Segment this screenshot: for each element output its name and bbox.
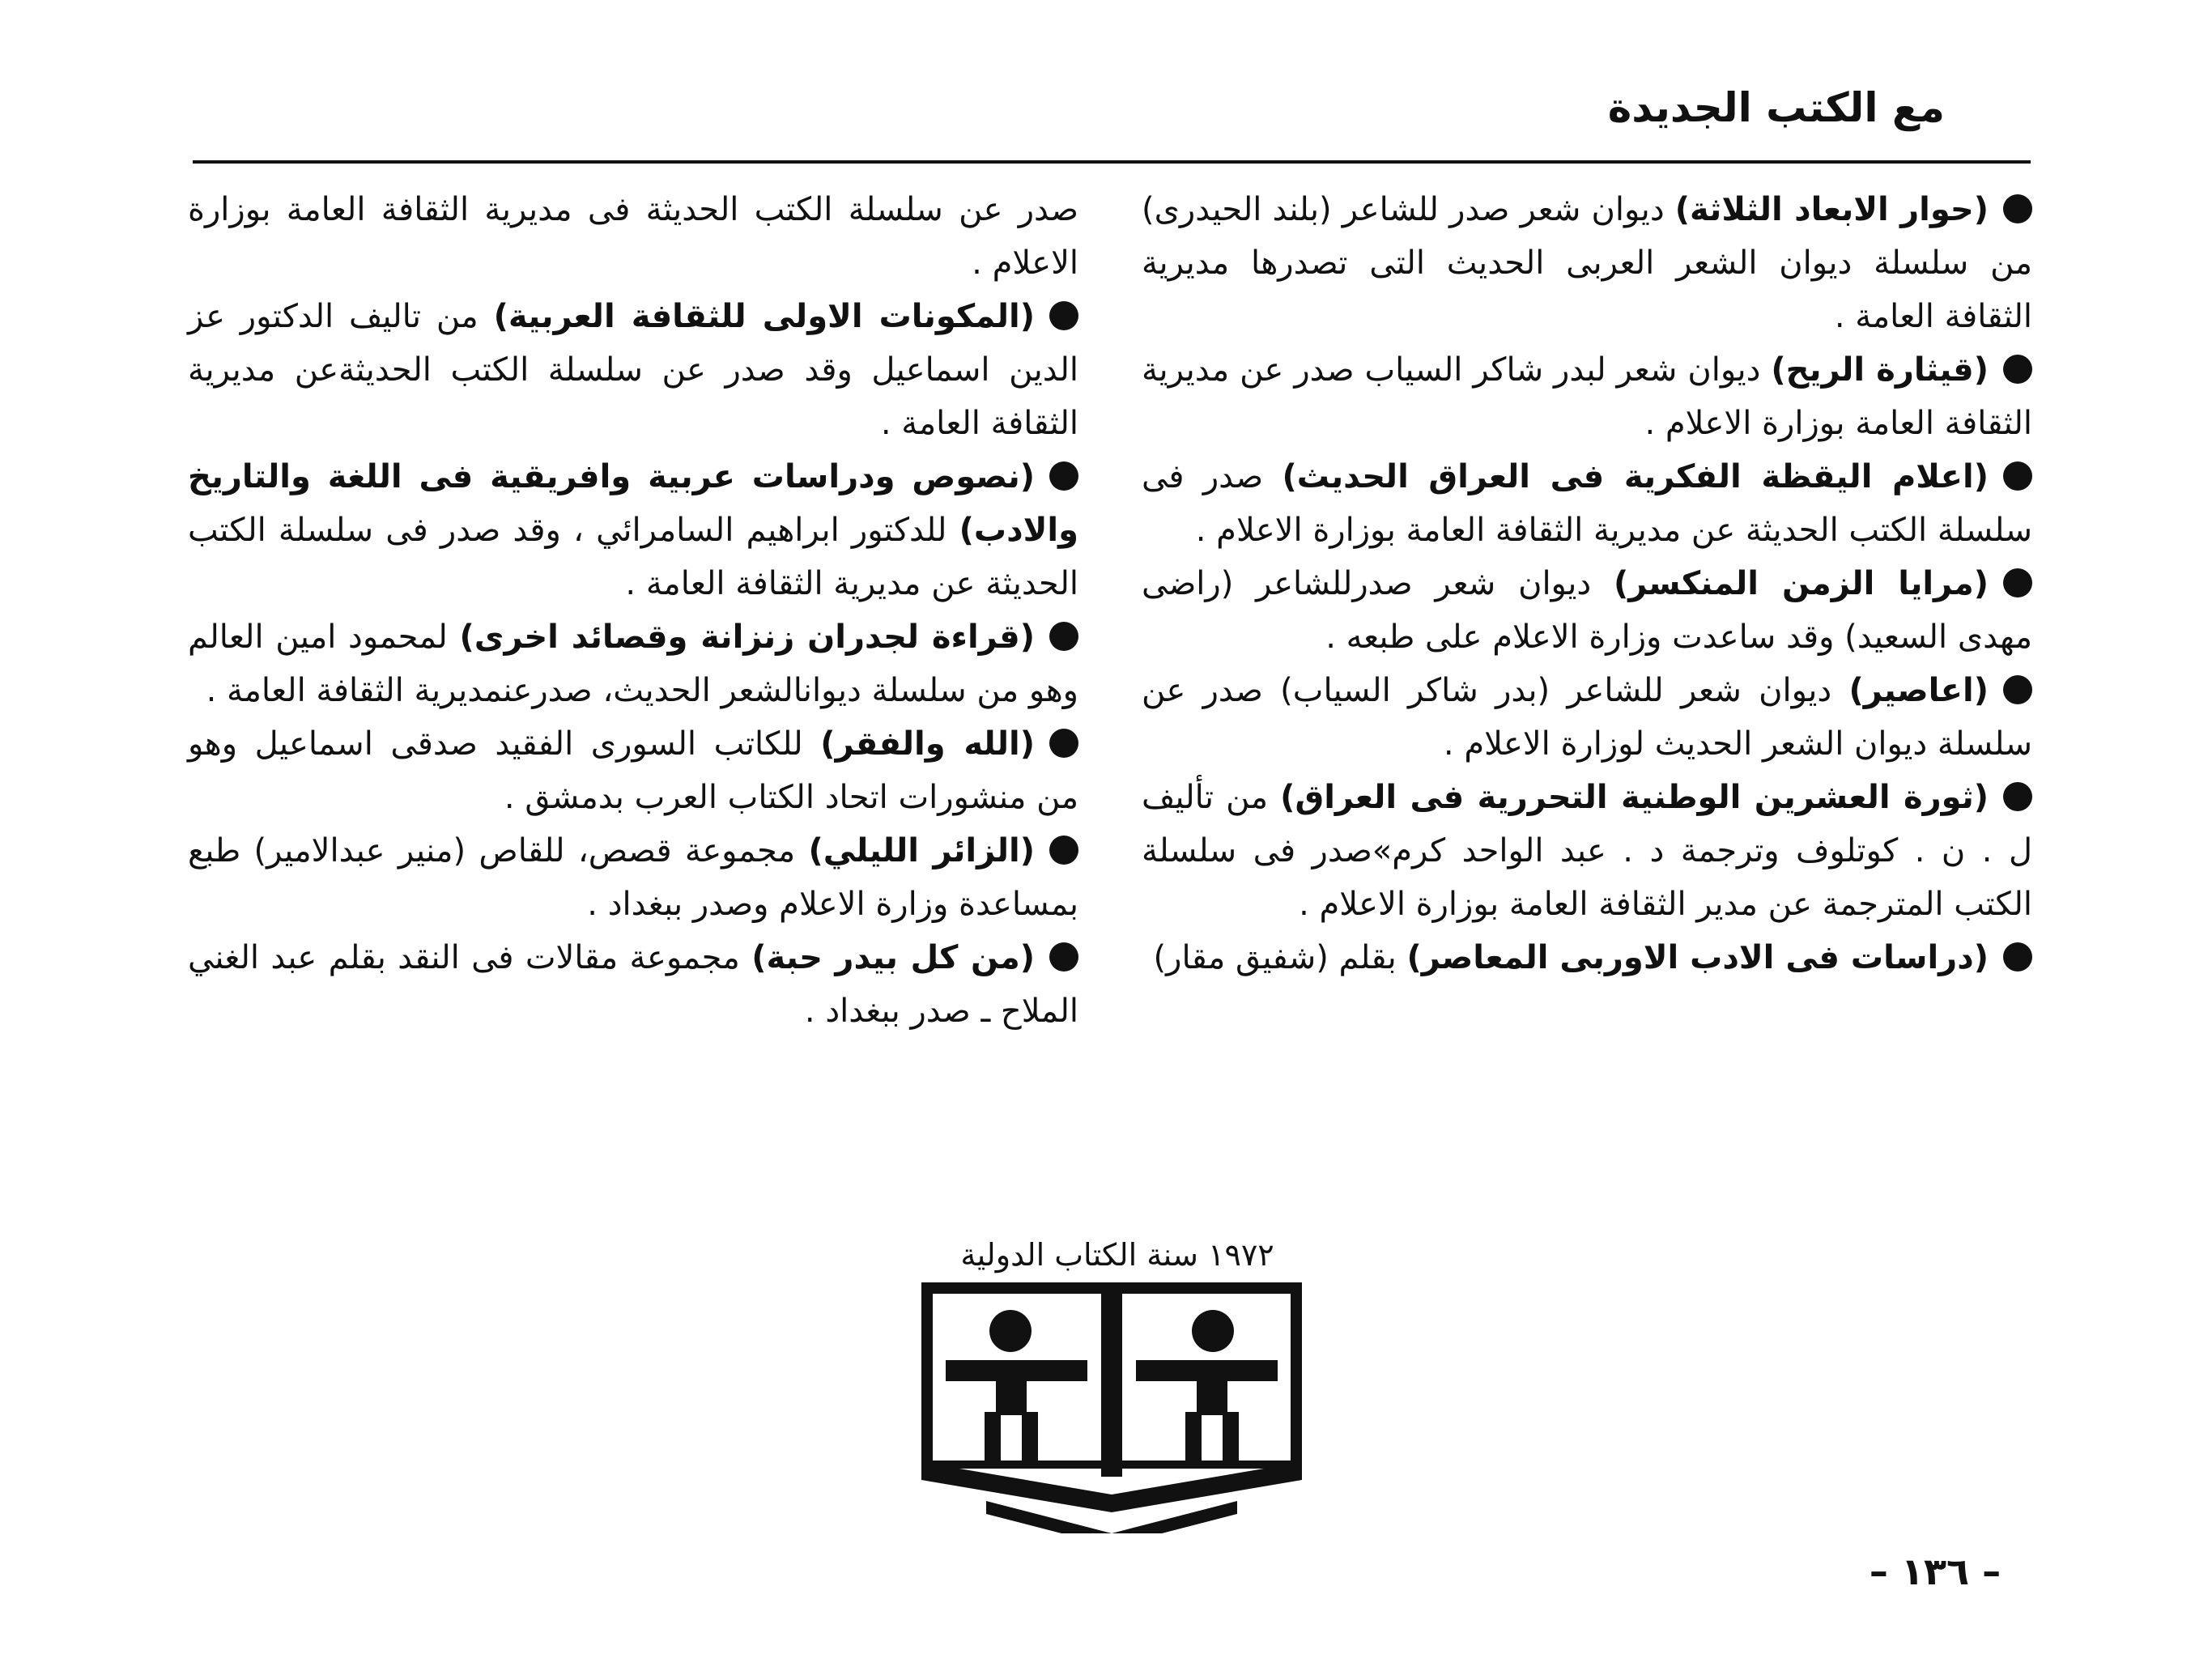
book-title: (من كل بيدر حبة) xyxy=(751,939,1036,976)
left-column xyxy=(188,183,1078,1038)
book-entry xyxy=(188,610,1078,717)
book-entry xyxy=(1142,664,2032,771)
page-title: مع الكتب الجديدة xyxy=(1607,84,1945,131)
book-entry xyxy=(1142,343,2032,450)
book-title: (حوار الابعاد الثلاثة) xyxy=(1674,191,1989,228)
emblem-caption: ١٩٧٢ سنة الكتاب الدولية xyxy=(960,1237,1274,1273)
book-entry xyxy=(1142,183,2032,343)
book-description: من تاليف الدكتور عز الدين اسماعيل وقد صدر عن سلسلة الكتب الحديثةعن مديرية الثقافة العامة . xyxy=(188,298,1078,442)
page-number: – ١٣٦ – xyxy=(1869,1550,2001,1593)
bullet-icon xyxy=(2003,194,2032,223)
book-year-logo-icon xyxy=(921,1282,1302,1533)
bullet-icon xyxy=(1049,836,1078,865)
book-entry xyxy=(1142,450,2032,557)
book-entry xyxy=(188,450,1078,610)
book-description: مجموعة قصص، للقاص (منير عبدالامير) طبع بمساعدة وزارة الاعلام وصدر ببغداد . xyxy=(188,832,1078,923)
book-title: (الله والفقر) xyxy=(820,725,1036,763)
bullet-icon xyxy=(1049,301,1078,330)
bullet-icon xyxy=(2003,942,2032,972)
book-description: صدر فى سلسلة الكتب الحديثة عن مديرية الثقافة العامة بوزارة الاعلام . xyxy=(1142,458,2032,549)
bullet-icon xyxy=(1049,461,1078,491)
book-title: (اعلام اليقظة الفكرية فى العراق الحديث) xyxy=(1282,458,1989,495)
column-intro-text: صدر عن سلسلة الكتب الحديثة فى مديرية الثقافة العامة بوزارة الاعلام . xyxy=(188,191,1078,282)
book-title: (المكونات الاولى للثقافة العربية) xyxy=(493,298,1036,335)
book-title: (دراسات فى الادب الاوربى المعاصر) xyxy=(1406,939,1989,976)
book-entry xyxy=(1142,557,2032,664)
book-entry xyxy=(188,931,1078,1038)
book-entry xyxy=(188,290,1078,450)
book-description: ديوان شعر صدر للشاعر (بلند الحيدرى) من سلسلة ديوان الشعر العربى الحديث التى تصدرها مديرية الثقافة العامة . xyxy=(1142,191,2032,335)
book-description: ديوان شعر لبدر شاكر السياب صدر عن مديرية الثقافة العامة بوزارة الاعلام . xyxy=(1142,351,2032,442)
bullet-icon xyxy=(2003,568,2032,597)
book-title: (الزائر الليلي) xyxy=(808,832,1035,870)
bullet-icon xyxy=(1049,622,1078,651)
book-title: (مرايا الزمن المنكسر) xyxy=(1613,565,1989,602)
bullet-icon xyxy=(2003,355,2032,384)
book-title: (ثورة العشرين الوطنية التحررية فى العراق) xyxy=(1280,779,1989,816)
book-description: للدكتور ابراهيم السامرائي ، وقد صدر فى سلسلة الكتب الحديثة عن مديرية الثقافة العامة . xyxy=(188,512,1078,602)
book-entry xyxy=(1142,771,2032,931)
book-description: من تأليف ل . ن . كوتلوف وترجمة د . عبد الواحد كرم»صدر فى سلسلة الكتب المترجمة عن مدير الثقافة العامة بوزارة الاعلام . xyxy=(1142,779,2032,923)
right-column xyxy=(1142,183,2032,984)
bullet-icon xyxy=(1049,729,1078,758)
bullet-icon xyxy=(2003,461,2032,491)
book-title: (نصوص ودراسات عربية وافريقية فى اللغة والتاريخ والادب) xyxy=(188,458,1078,549)
book-description: ديوان شعر للشاعر (بدر شاكر السياب) صدر عن سلسلة ديوان الشعر الحديث لوزارة الاعلام . xyxy=(1142,672,2032,763)
book-title: (قيثارة الريح) xyxy=(1771,351,1989,389)
book-description: لمحمود امين العالم وهو من سلسلة ديوانالشعر الحديث، صدرعنمديرية الثقافة العامة . xyxy=(188,619,1078,709)
book-description: بقلم (شفيق مقار) xyxy=(1153,939,1407,976)
book-description: للكاتب السورى الفقيد صدقى اسماعيل وهو من منشورات اتحاد الكتاب العرب بدمشق . xyxy=(188,725,1078,816)
book-title: (قراءة لجدران زنزانة وقصائد اخرى) xyxy=(459,619,1036,656)
book-entry xyxy=(188,824,1078,931)
book-description: مجموعة مقالات فى النقد بقلم عبد الغني الملاح ـ صدر ببغداد . xyxy=(188,939,1078,1030)
book-entry xyxy=(1142,931,2032,984)
book-entry xyxy=(188,717,1078,824)
bullet-icon xyxy=(2003,782,2032,811)
header-rule xyxy=(193,160,2031,164)
book-title: (اعاصير) xyxy=(1848,672,1989,709)
bullet-icon xyxy=(1049,942,1078,972)
book-description: ديوان شعر صدرللشاعر (راضى مهدى السعيد) وقد ساعدت وزارة الاعلام على طبعه . xyxy=(1142,565,2032,656)
bullet-icon xyxy=(2003,675,2032,704)
